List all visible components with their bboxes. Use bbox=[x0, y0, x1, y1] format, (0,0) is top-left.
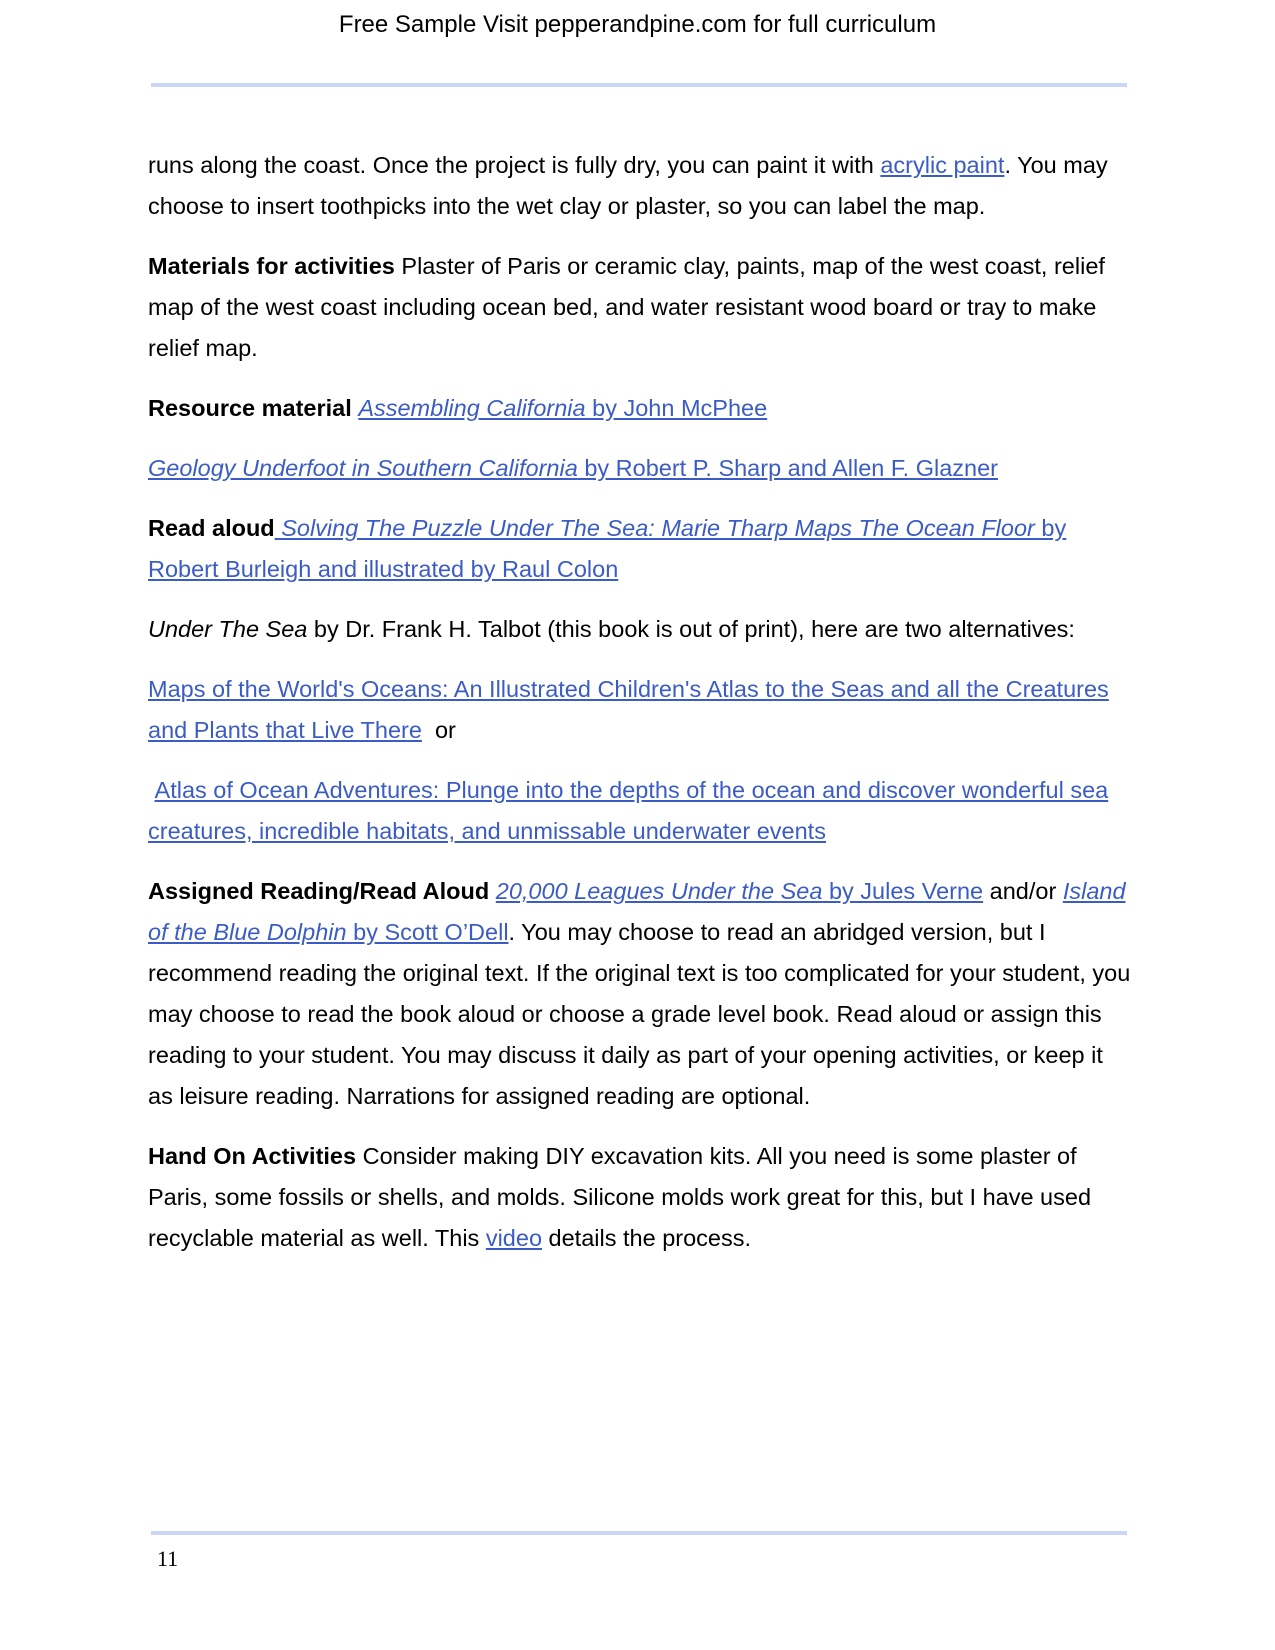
geology-underfoot-link[interactable] bbox=[148, 455, 998, 481]
paragraph-under-the-sea bbox=[148, 609, 1133, 650]
materials-label: Materials for activities bbox=[148, 253, 395, 279]
assigned-reading-label: Assigned Reading/Read Aloud bbox=[148, 878, 490, 904]
paragraph-clay-painting bbox=[148, 145, 1133, 227]
paragraph-materials bbox=[148, 246, 1133, 369]
video-link[interactable]: video bbox=[485, 1225, 543, 1251]
book-author: by Jules Verne bbox=[822, 878, 984, 904]
and-or-text: and/or bbox=[983, 878, 1063, 904]
assembling-california-link[interactable] bbox=[358, 395, 767, 421]
page-body bbox=[148, 145, 1133, 1278]
page-header: Free Sample Visit pepperandpine.com for full curriculum bbox=[338, 11, 937, 38]
book-author: by Robert Burleigh and illustrated by Raul Colon bbox=[148, 515, 1067, 582]
paragraph-text: by Dr. Frank H. Talbot (this book is out of print), here are two alternatives: bbox=[307, 616, 1075, 642]
footer-rule bbox=[151, 1531, 1127, 1535]
paragraph-geology-underfoot bbox=[148, 448, 1133, 489]
book-title: Geology Underfoot in Southern California bbox=[148, 455, 578, 481]
book-author: by Robert P. Sharp and Allen F. Glazner bbox=[577, 455, 998, 481]
twenty-thousand-leagues-link[interactable] bbox=[496, 878, 983, 904]
book-author: by Scott O’Dell bbox=[346, 919, 509, 945]
paragraph-assigned-reading bbox=[148, 871, 1133, 1117]
read-aloud-label: Read aloud bbox=[148, 515, 275, 541]
paragraph-resource-material bbox=[148, 388, 1133, 429]
book-title: 20,000 Leagues Under the Sea bbox=[495, 878, 823, 904]
atlas-of-ocean-adventures-link[interactable]: Atlas of Ocean Adventures: Plunge into the depths of the ocean and discover wonderful sea creatures, incredible habitats, and unmissable underwater events bbox=[148, 777, 1109, 844]
assigned-reading-text: . You may choose to read an abridged version, but I recommend reading the original text. If the original text is too complicated for your student, you may choose to read the book aloud or choose a grade level book. Read aloud or assign this reading to your student. You may discuss it daily as part of your opening activities, or keep it as leisure reading. Narrations for assigned reading are optional. bbox=[148, 919, 1131, 1109]
book-title: Under The Sea bbox=[148, 616, 308, 642]
solving-the-puzzle-link[interactable] bbox=[148, 515, 1066, 582]
hands-on-text: Consider making DIY excavation kits. All you need is some plaster of Paris, some fossils or shells, and molds. Silicone molds work great for this, but I have used recyclable material as well. This bbox=[148, 1143, 1092, 1251]
book-title: Island of the Blue Dolphin bbox=[148, 878, 1126, 945]
book-title: Solving The Puzzle Under The Sea: Marie Tharp Maps The Ocean Floor bbox=[274, 515, 1035, 541]
maps-of-the-worlds-oceans-link[interactable]: Maps of the World's Oceans: An Illustrated Children's Atlas to the Seas and all the Creatures and Plants that Live There bbox=[148, 676, 1109, 743]
book-title: Assembling California bbox=[358, 395, 586, 421]
hands-on-label: Hand On Activities bbox=[148, 1143, 357, 1169]
paragraph-alternative-1 bbox=[148, 669, 1133, 751]
page-number: 11 bbox=[157, 1546, 179, 1571]
paragraph-read-aloud bbox=[148, 508, 1133, 590]
paragraph-alternative-2 bbox=[148, 770, 1133, 852]
materials-text: Plaster of Paris or ceramic clay, paints, map of the west coast, relief map of the west coast including ocean bed, and water resistant wood board or tray to make relief map. bbox=[148, 253, 1105, 361]
paragraph-text: details the process. bbox=[542, 1225, 752, 1251]
paragraph-text: runs along the coast. Once the project is fully dry, you can paint it with bbox=[148, 152, 881, 178]
acrylic-paint-link[interactable]: acrylic paint bbox=[880, 152, 1005, 178]
header-rule bbox=[151, 83, 1127, 87]
paragraph-text: . You may choose to insert toothpicks into the wet clay or plaster, so you can label the map. bbox=[148, 152, 1108, 219]
paragraph-hands-on bbox=[148, 1136, 1133, 1259]
book-author: by John McPhee bbox=[585, 395, 768, 421]
or-text: or bbox=[421, 717, 456, 743]
resource-label: Resource material bbox=[148, 395, 352, 421]
